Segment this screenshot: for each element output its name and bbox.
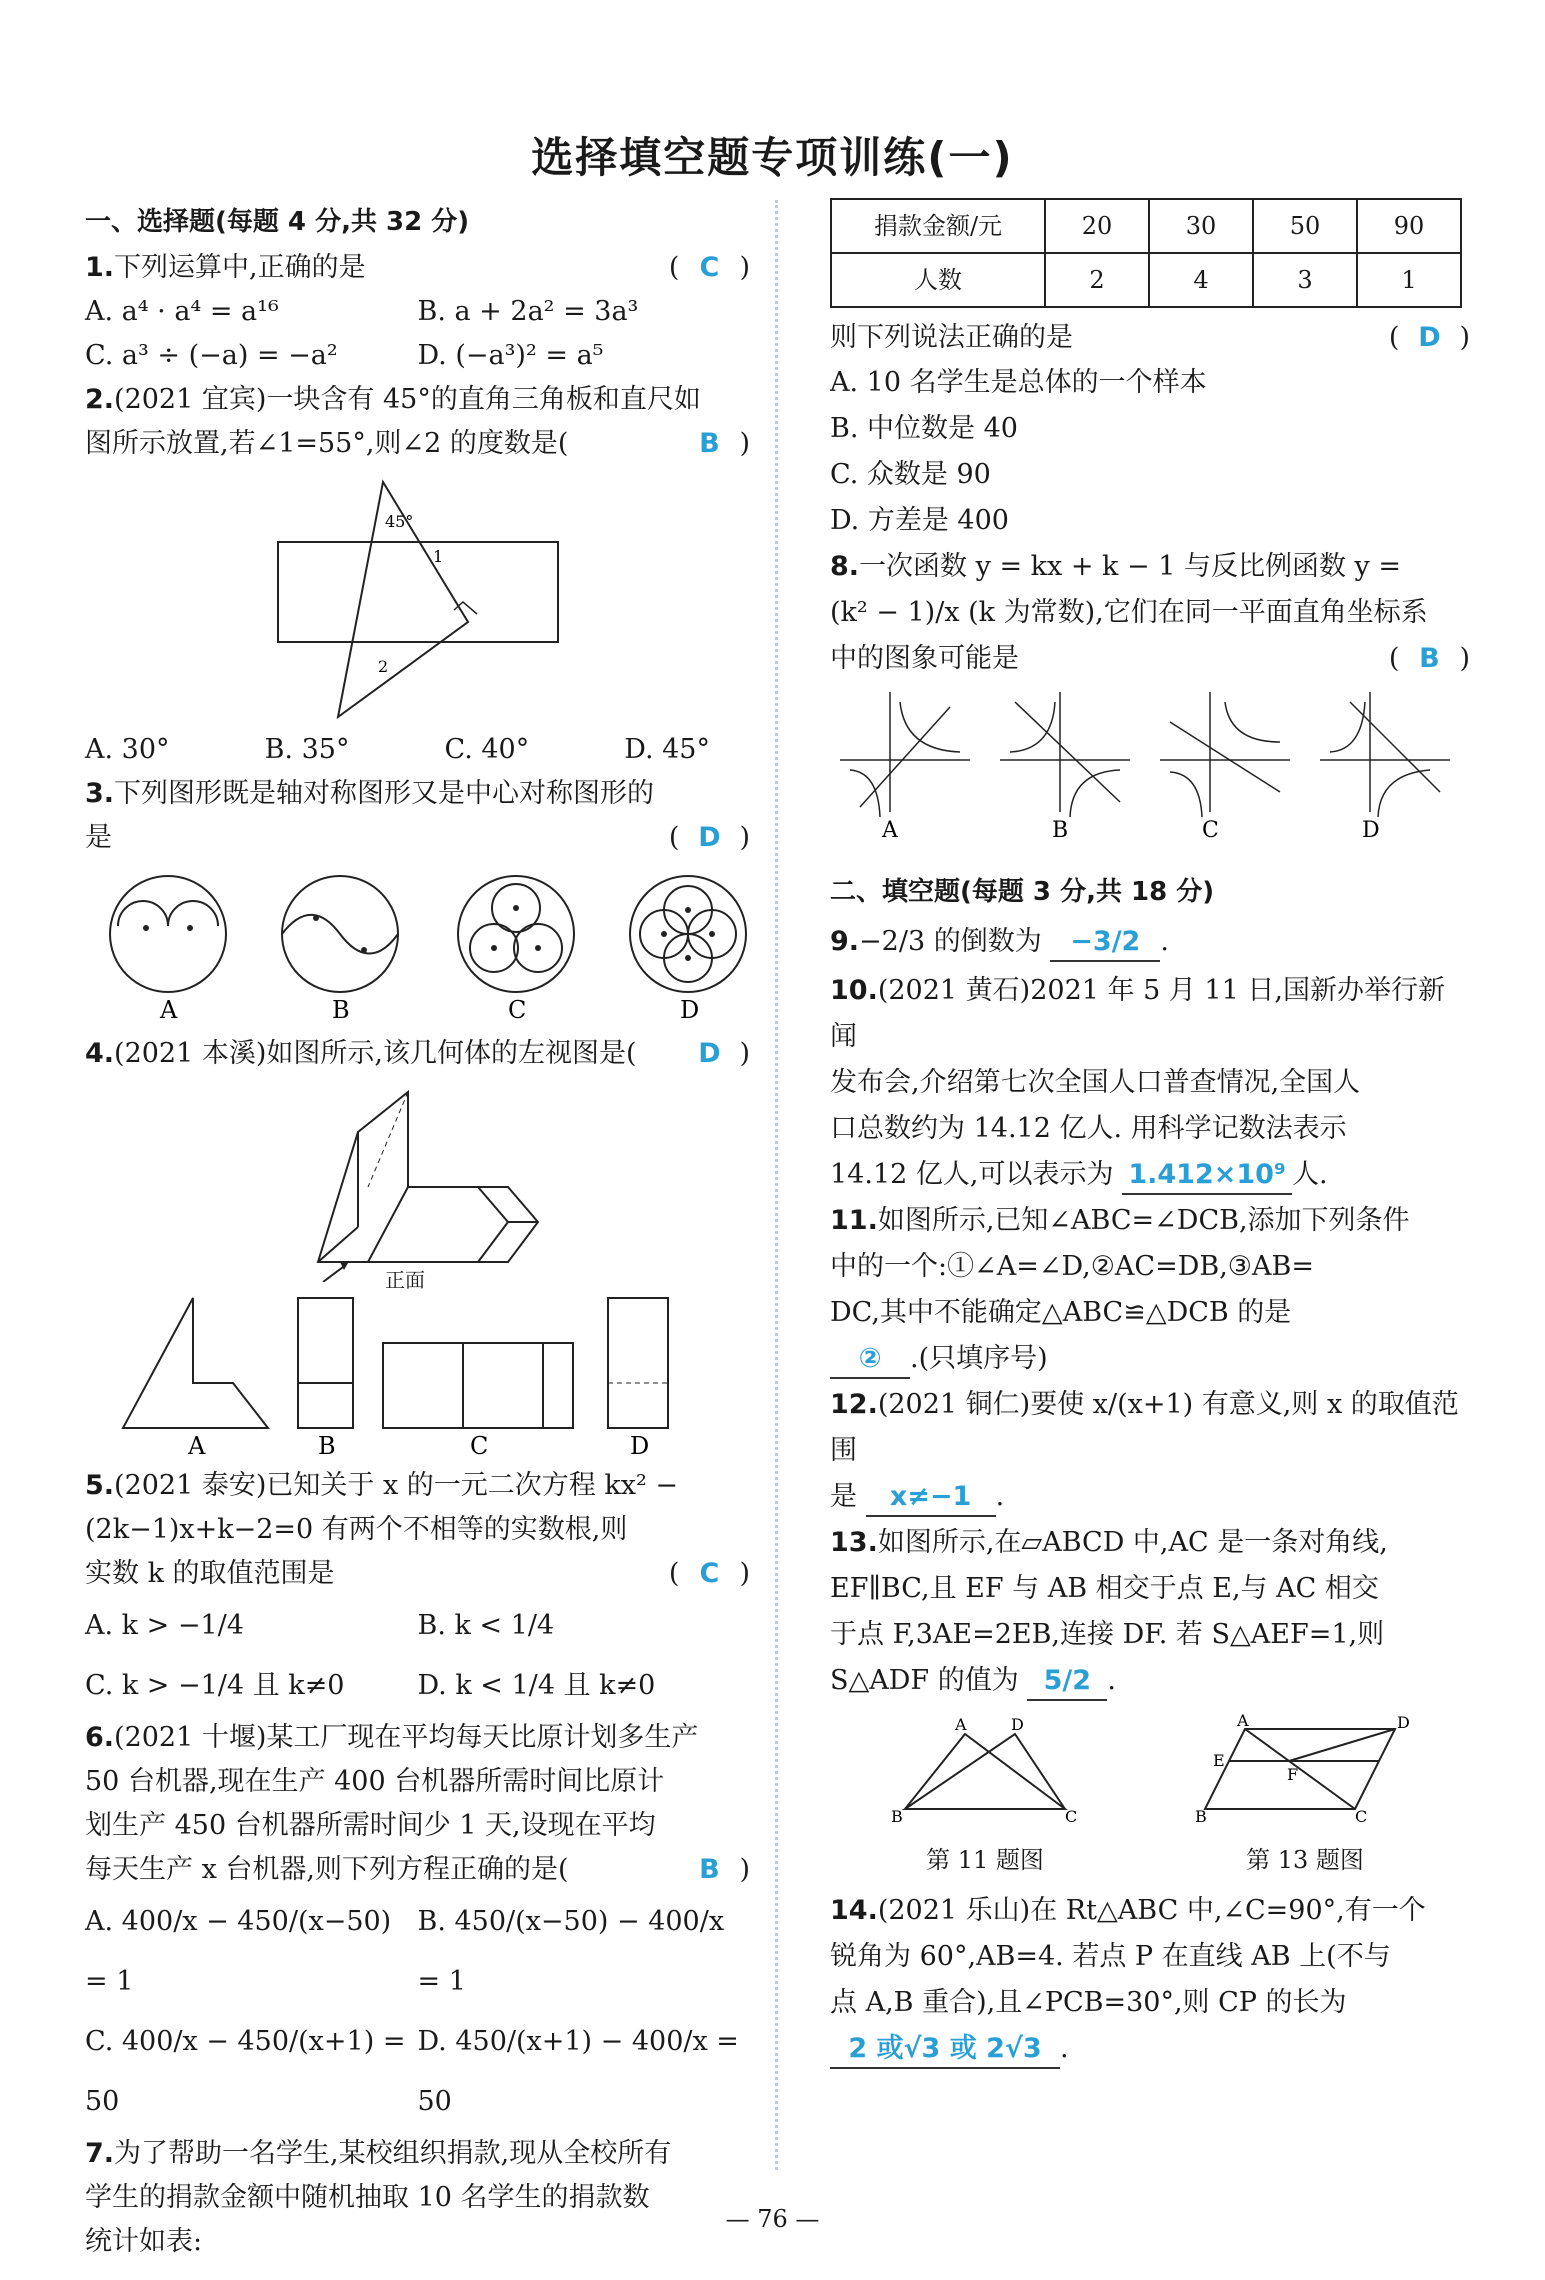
svg-text:D: D <box>629 1432 649 1458</box>
q2-options: A. 30° B. 35° C. 40° D. 45° <box>85 734 710 765</box>
q3-figure-a <box>110 876 226 992</box>
q2-ruler-triangle-figure <box>268 472 568 722</box>
svg-text:A: A <box>159 996 177 1024</box>
section-choice-heading: 一、选择题(每题 4 分,共 32 分) <box>85 207 470 237</box>
svg-text:C: C <box>1355 1807 1368 1824</box>
svg-text:B: B <box>891 1807 903 1824</box>
question-13: 13.如图所示,在▱ABCD 中,AC 是一条对角线, EF∥BC,且 EF 与 AB 相交于点 E,与 AC 相交 于点 F,3AE=2EB,连接 DF. 若 S△AEF=1,则 S△ADF 的值为 5/2 . <box>830 1520 1470 1704</box>
question-9: 9.−2/3 的倒数为 −3/2 . <box>830 916 1470 968</box>
q7-donation-table: 捐款金额/元 20 30 50 90 人数 2 4 3 1 <box>830 198 1462 308</box>
svg-text:A: A <box>955 1715 967 1734</box>
right-column <box>830 198 1470 2072</box>
svg-text:2: 2 <box>377 657 388 676</box>
answer-12: x≠−1 <box>866 1479 996 1517</box>
svg-text:45°: 45° <box>384 512 413 531</box>
page-number: — 76 — <box>725 2205 820 2233</box>
question-2: 2.(2021 宜宾)一块含有 45°的直角三角板和直尺如 图所示放置,若∠1=55°,则∠2 的度数是( B ) <box>85 378 750 466</box>
answer-6: B ) <box>699 1854 750 1885</box>
question-8: 8.一次函数 y = kx + k − 1 与反比例函数 y = (k² − 1)/x (k 为常数),它们在同一平面直角坐标系 中的图象可能是 ( B ) <box>830 544 1470 682</box>
question-10: 10.(2021 黄石)2021 年 5 月 11 日,国新办举行新闻 发布会,介绍第七次全国人口普查情况,全国人 口总数约为 14.12 亿人. 用科学记数法表示 14.12 亿人,可以表示为 1.412×10⁹ 人. <box>830 968 1470 1198</box>
fig13-parallelogram <box>1195 1714 1415 1824</box>
answer-8: ( B ) <box>1388 643 1470 674</box>
svg-text:C: C <box>507 996 526 1024</box>
answer-1: ( C ) <box>668 252 750 283</box>
svg-text:A: A <box>187 1432 205 1458</box>
page-title: 选择填空题专项训练(一) <box>531 133 1014 182</box>
answer-4: D ) <box>698 1038 750 1069</box>
svg-text:D: D <box>679 996 699 1024</box>
answer-5: ( C ) <box>668 1558 750 1589</box>
figure-11: A D B C 第 11 题图 <box>885 1714 1085 1882</box>
svg-text:1: 1 <box>432 547 443 566</box>
svg-text:D: D <box>1397 1714 1410 1732</box>
left-column: 一、选择题(每题 4 分,共 32 分) 1.下列运算中,正确的是 ( C ) A. a⁴ · a⁴ = a¹⁶ B. a + 2a² = 3a³ C. a³ ÷ (−a) = −a² D. (−a³)² = a⁵ 2.(2021 宜宾)一块含有 45°的直角三角板和直尺如 图所示放置,若∠1=55°,则∠2 的度数是( B ) 45° 1 2 A. 30° B. 35° C. 40° D. 45° 3.下列图形既是轴对称图形又是中心对称图形的 是 ( D ) A B C D 4.(2021 本溪)如图所示,该几何体的左视图是( D ) 正面 A B C D 5.(2021 泰安)已知关于 x 的一元二次方程 kx² − (2k−1)x+k−2=0 有两个不相等的实数根,则 实数 k 的取值范围是 ( C ) A. k > −1/4 B. k < 1/4 C. k > −1/4 且 k≠0 D. k < 1/4 且 k≠0 6.(2021 十堰)某工厂现在平均每天比原计划多生产 50 台机器,现在生产 400 台机器所需时间比原计 划生产 450 台机器所需时间少 1 天,设现在平均 每天生产 x 台机器,则下列方程正确的是( B ) A. 400/x − 450/(x−50) = 1 B. 450/(x−50) − 400/x = 1 C. 400/x − 450/(x+1) = 50 D. 450/(x+1) − 400/x = 50 7.为了帮助一名学生,某校组织捐款,现从全校所有 学生的捐款金额中随机抽取 10 名学生的捐款数 统计如表: <box>85 200 750 2264</box>
figure-13: A D E F B C 第 13 题图 <box>1195 1714 1415 1882</box>
q6-options: A. 400/x − 450/(x−50) = 1 B. 450/(x−50) − 400/x = 1 C. 400/x − 450/(x+1) = 50 D. 450/(x+1) − 400/x = 50 <box>85 1906 739 2117</box>
section-fill-heading: 二、填空题(每题 3 分,共 18 分) <box>830 877 1215 907</box>
q3-figure-d <box>630 876 746 992</box>
question-14: 14.(2021 乐山)在 Rt△ABC 中,∠C=90°,有一个 锐角为 60°,AB=4. 若点 P 在直线 AB 上(不与 点 A,B 重合),且∠PCB=30°,则 CP 的长为 2 或√3 或 2√3 . <box>830 1888 1470 2072</box>
svg-text:F: F <box>1287 1765 1299 1784</box>
svg-text:B: B <box>331 996 350 1024</box>
svg-text:C: C <box>1065 1807 1078 1824</box>
answer-7: ( D ) <box>1388 322 1470 353</box>
svg-text:C: C <box>1202 818 1219 842</box>
figures-11-13 <box>830 1714 1470 1882</box>
svg-text:B: B <box>1195 1807 1207 1824</box>
answer-3: ( D ) <box>668 822 750 853</box>
q4-solid-figure <box>268 1082 568 1282</box>
q5-options: A. k > −1/4 B. k < 1/4 C. k > −1/4 且 k≠0 D. k < 1/4 且 k≠0 <box>85 1610 656 1701</box>
answer-9: −3/2 <box>1050 924 1160 962</box>
svg-text:A: A <box>882 818 898 842</box>
svg-text:C: C <box>469 1432 488 1458</box>
q3-figure-b <box>282 876 398 992</box>
svg-text:E: E <box>1213 1751 1225 1770</box>
svg-text:B: B <box>1052 818 1069 842</box>
question-3: 3.下列图形既是轴对称图形又是中心对称图形的 是 ( D ) <box>85 772 750 860</box>
q3-figure-c <box>458 876 574 992</box>
column-divider <box>775 200 778 2170</box>
question-7-prompt: 则下列说法正确的是 ( D ) <box>830 316 1470 360</box>
question-1: 1.下列运算中,正确的是 ( C ) <box>85 246 750 290</box>
answer-13: 5/2 <box>1027 1663 1107 1701</box>
q4-option-views <box>118 1288 718 1458</box>
answer-14: 2 或√3 或 2√3 <box>830 2031 1060 2069</box>
q8-graph-options <box>830 682 1470 842</box>
answer-2: B ) <box>699 428 750 459</box>
answer-11: ② <box>830 1341 910 1379</box>
question-12: 12.(2021 铜仁)要使 x/(x+1) 有意义,则 x 的取值范围 是 x≠−1 . <box>830 1382 1470 1520</box>
question-11: 11.如图所示,已知∠ABC=∠DCB,添加下列条件 中的一个:①∠A=∠D,②AC=DB,③AB= DC,其中不能确定△ABC≌△DCB 的是 ② .(只填序号) <box>830 1198 1470 1382</box>
svg-text:D: D <box>1362 818 1380 842</box>
q1-options: A. a⁴ · a⁴ = a¹⁶ B. a + 2a² = 3a³ C. a³ ÷ (−a) = −a² D. (−a³)² = a⁵ <box>85 296 639 371</box>
question-5: 5.(2021 泰安)已知关于 x 的一元二次方程 kx² − (2k−1)x+k−2=0 有两个不相等的实数根,则 实数 k 的取值范围是 ( C ) <box>85 1464 750 1596</box>
question-4: 4.(2021 本溪)如图所示,该几何体的左视图是( D ) <box>85 1032 750 1076</box>
question-6: 6.(2021 十堰)某工厂现在平均每天比原计划多生产 50 台机器,现在生产 400 台机器所需时间比原计 划生产 450 台机器所需时间少 1 天,设现在平均 每天生产 x 台机器,则下列方程正确的是( B ) <box>85 1716 750 1892</box>
svg-text:D: D <box>1011 1715 1024 1734</box>
answer-10: 1.412×10⁹ <box>1122 1157 1292 1195</box>
svg-text:A: A <box>1237 1714 1249 1730</box>
svg-text:B: B <box>317 1432 336 1458</box>
fig11-triangles <box>885 1714 1085 1824</box>
question-7: 7.为了帮助一名学生,某校组织捐款,现从全校所有 学生的捐款金额中随机抽取 10 名学生的捐款数 统计如表: <box>85 2138 672 2257</box>
q7-options: A. 10 名学生是总体的一个样本 B. 中位数是 40 C. 众数是 90 D. 方差是 400 <box>830 367 1207 536</box>
q3-circle-figures <box>88 866 748 1026</box>
